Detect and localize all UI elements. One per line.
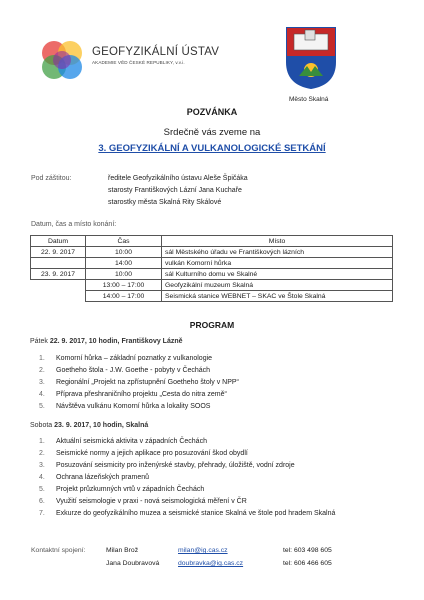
greeting: Srdečně vás zveme na	[163, 127, 261, 138]
time-cell: 13:00 – 17:00	[86, 280, 162, 291]
place-cell: Geofyzikální muzeum Skalná	[162, 280, 393, 291]
item-text: Aktuální seismická aktivita v západních Čechách	[56, 438, 207, 445]
column-header: Čas	[86, 236, 162, 247]
place-cell: sál Městského úřadu ve Františkových lázních	[162, 247, 393, 258]
item-text: Návštěva vulkánu Komorní hůrka a lokality SOOS	[56, 403, 211, 410]
place-cell: sál Kulturního domu ve Skalné	[162, 269, 393, 280]
contact-email-link[interactable]: doubravka@ig.cas.cz	[178, 560, 244, 567]
patronage-label: Pod záštitou:	[31, 175, 72, 182]
item-text: Goetheho štola - J.W. Goethe - pobyty v Čechách	[56, 367, 211, 374]
place-cell: vulkán Komorní hůrka	[162, 258, 393, 269]
org-subtitle: AKADEMIE VĚD ČESKÉ REPUBLIKY, v.v.i.	[92, 60, 185, 65]
list-item: 1. Komorní hůrka – základní poznatky z vulkanologie	[39, 355, 213, 362]
patron-item: starostky města Skalná Rity Skálové	[108, 199, 222, 206]
list-item: 2. Seismické normy a jejich aplikace pro posuzování škod obydlí	[39, 450, 248, 457]
time-cell: 14:00	[86, 258, 162, 269]
list-item: 7. Exkurze do geofyzikálního muzea a seismické stanice Skalná ve štole pod hradem Skalná	[39, 510, 336, 517]
item-text: Seismické normy a jejich aplikace pro posuzování škod obydlí	[56, 450, 248, 457]
table-row	[31, 269, 393, 280]
crest-caption: Město Skalná	[289, 96, 329, 103]
day1-heading	[30, 338, 183, 345]
table-row	[31, 291, 393, 302]
patron-item: starosty Františkových Lázní Jana Kuchaře	[108, 187, 242, 194]
list-item: 3. Regionální „Projekt na zpřístupnění Goetheho štoly v NPP“	[39, 379, 239, 386]
event-title: 3. GEOFYZIKÁLNÍ A VULKANOLOGICKÉ SETKÁNÍ	[98, 143, 326, 154]
contact-phone: tel: 603 498 605	[283, 547, 332, 554]
item-text: Regionální „Projekt na zpřístupnění Goetheho štoly v NPP“	[56, 379, 239, 386]
list-item: 4. Příprava přeshraničního projektu „Cesta do nitra země“	[39, 391, 227, 398]
table-row	[31, 258, 393, 269]
list-item: 6. Využití seismologie v praxi - nová seismologická měření v ČR	[39, 498, 247, 505]
day1-name: Pátek	[30, 338, 48, 345]
contact-email-link[interactable]: milan@ig.cas.cz	[178, 547, 228, 554]
column-header: Místo	[162, 236, 393, 247]
contact-name: Jana Doubravová	[106, 560, 160, 567]
date-cell	[31, 291, 86, 302]
program-title: PROGRAM	[189, 320, 235, 330]
time-cell: 14:00 – 17:00	[86, 291, 162, 302]
date-cell: 22. 9. 2017	[31, 247, 86, 258]
list-item: 5. Návštěva vulkánu Komorní hůrka a lokality SOOS	[39, 403, 211, 410]
list-item: 5. Projekt průzkumných vrtů v západních Čechách	[39, 486, 205, 493]
day2-name: Sobota	[30, 422, 53, 429]
item-text: Ochrana lázeňských pramenů	[56, 474, 149, 481]
day1-date: 22. 9. 2017, 10 hodin, Františkovy Lázně	[49, 338, 183, 345]
org-header	[92, 46, 219, 65]
list-item: 2. Goetheho štola - J.W. Goethe - pobyty v Čechách	[39, 367, 211, 374]
day1-program-list	[39, 353, 239, 413]
day2-program-list	[39, 436, 335, 520]
item-text: Posuzování seismicity pro inženýrské stavby, přehrady, úložiště, vodní zdroje	[56, 462, 295, 469]
item-text: Exkurze do geofyzikálního muzea a seismické stanice Skalná ve štole pod hradem Skalná	[56, 510, 336, 517]
contacts-label: Kontaktní spojení:	[31, 547, 86, 554]
column-header: Datum	[31, 236, 86, 247]
item-text: Využití seismologie v praxi - nová seismologická měření v ČR	[56, 498, 247, 505]
schedule-label: Datum, čas a místo konání:	[31, 221, 117, 228]
patron-item: ředitele Geofyzikálního ústavu Aleše Špičáka	[108, 175, 248, 182]
item-text: Komorní hůrka – základní poznatky z vulkanologie	[56, 355, 213, 362]
org-name: GEOFYZIKÁLNÍ ÚSTAV	[92, 46, 220, 58]
schedule-table	[30, 235, 393, 302]
table-row	[31, 247, 393, 258]
list-item: 3. Posuzování seismicity pro inženýrské stavby, přehrady, úložiště, vodní zdroje	[39, 462, 295, 469]
list-item: 4. Ochrana lázeňských pramenů	[39, 474, 149, 481]
skalna-crest-icon	[285, 26, 337, 90]
geofyzikalni-ustav-logo-icon	[38, 36, 86, 84]
table-header-row	[31, 236, 393, 247]
time-cell: 10:00	[86, 269, 162, 280]
date-cell	[31, 258, 86, 269]
day2-date: 23. 9. 2017, 10 hodin, Skalná	[54, 422, 149, 429]
place-cell: Seismická stanice WEBNET – SKAC ve Štole Skalná	[162, 291, 393, 302]
item-text: Příprava přeshraničního projektu „Cesta do nitra země“	[56, 391, 227, 398]
day2-heading	[30, 422, 148, 429]
document-title: POZVÁNKA	[186, 107, 238, 117]
contact-name: Milan Brož	[106, 547, 139, 554]
table-row	[31, 280, 393, 291]
time-cell: 10:00	[86, 247, 162, 258]
list-item: 1. Aktuální seismická aktivita v západních Čechách	[39, 438, 207, 445]
date-cell	[31, 280, 86, 291]
date-cell: 23. 9. 2017	[31, 269, 86, 280]
contact-phone: tel: 606 466 605	[283, 560, 332, 567]
item-text: Projekt průzkumných vrtů v západních Čechách	[56, 486, 205, 493]
